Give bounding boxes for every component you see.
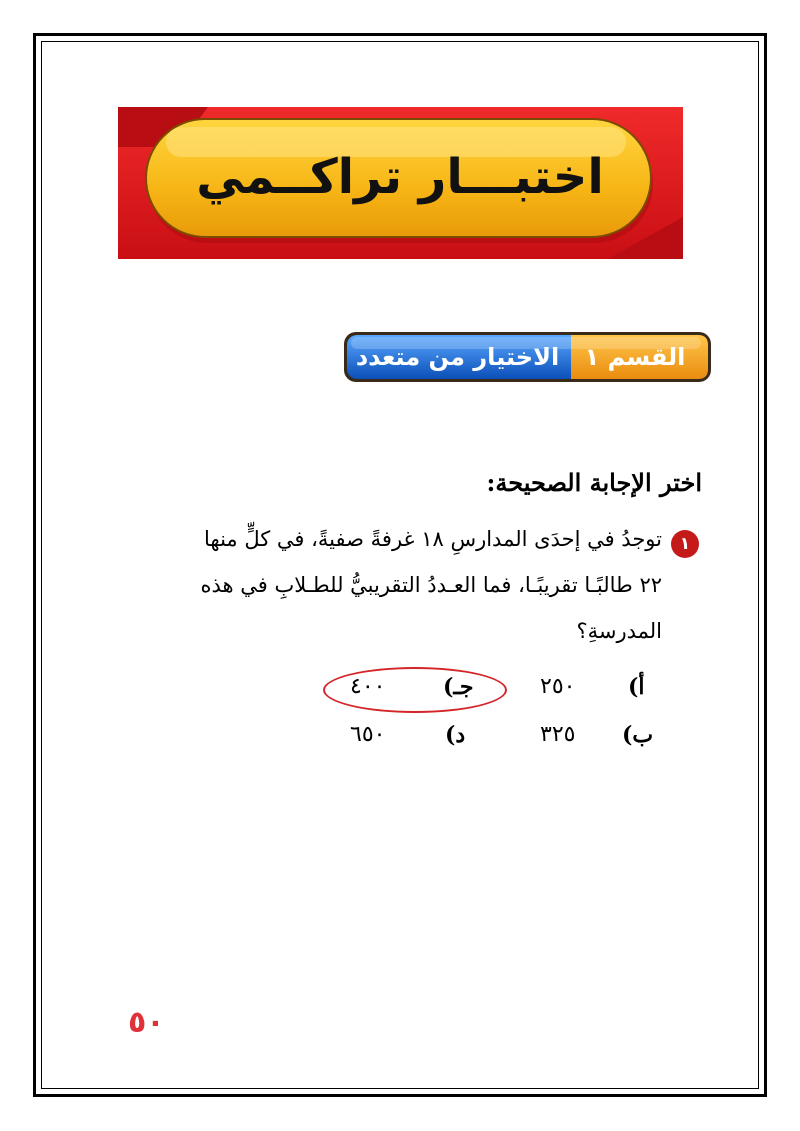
question-line-2: ٢٢ طالبًـا تقريبًـا، فما العـددُ التقريبيُّ للطـلابِ في هذه: [200, 573, 662, 597]
question-number-badge: ١: [671, 530, 699, 558]
section-title: الاختيار من متعدد: [355, 343, 560, 371]
option-d-value: ٦٥٠: [350, 722, 386, 747]
section-part-label: القسم ١: [584, 343, 686, 371]
option-b-letter: ب): [622, 722, 654, 748]
page-number: ٥٠: [128, 1005, 165, 1040]
question-line-3: المدرسةِ؟: [576, 619, 662, 643]
option-c-letter: جـ): [443, 674, 474, 700]
option-c-value: ٤٠٠: [350, 674, 386, 699]
instruction-text: اختر الإجابة الصحيحة:: [486, 468, 702, 497]
option-a-letter: أ): [628, 674, 645, 700]
option-d-letter: د): [445, 722, 466, 748]
banner-title: اختبـــار تراكــمي: [196, 149, 604, 205]
option-b-value: ٣٢٥: [540, 722, 576, 747]
question-line-1: توجدُ في إحدَى المدارسِ ١٨ غرفةً صفيةً، في كلٍّ منها: [204, 527, 662, 551]
option-a-value: ٢٥٠: [540, 674, 576, 699]
